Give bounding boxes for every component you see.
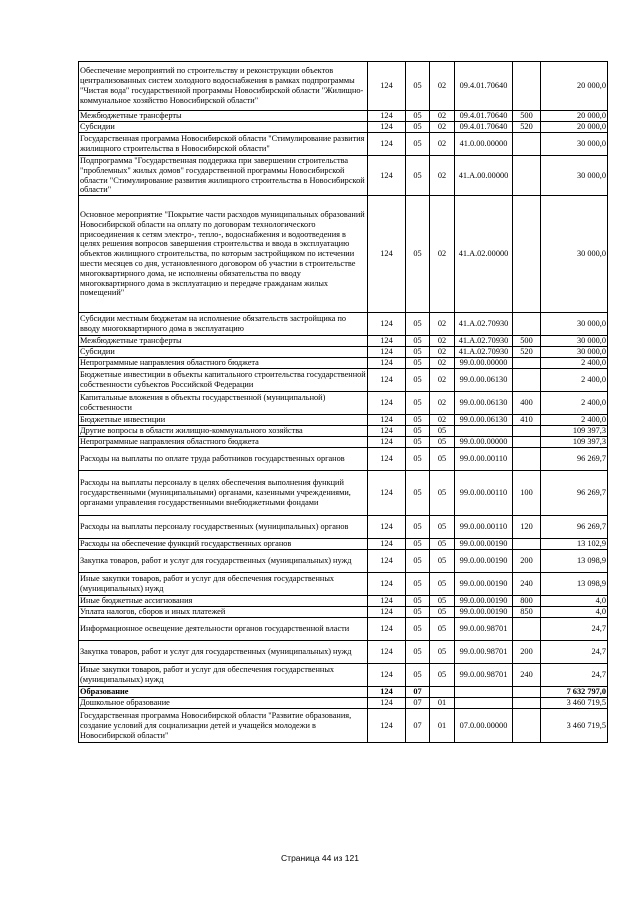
row-section: 05 [406, 596, 430, 607]
row-subsection: 05 [430, 641, 455, 664]
row-section: 05 [406, 156, 430, 196]
row-section: 05 [406, 426, 430, 437]
row-expense-type [513, 196, 541, 313]
row-subsection: 05 [430, 448, 455, 471]
row-grbs: 124 [368, 698, 406, 709]
row-section: 05 [406, 641, 430, 664]
row-section: 05 [406, 539, 430, 550]
row-grbs: 124 [368, 607, 406, 618]
row-amount: 24,7 [541, 664, 608, 687]
row-subsection: 02 [430, 358, 455, 369]
table-row [79, 358, 608, 369]
row-section: 05 [406, 448, 430, 471]
row-amount: 2 400,0 [541, 392, 608, 415]
table-row [79, 437, 608, 448]
row-subsection: 02 [430, 62, 455, 111]
row-target-code: 99.0.00.00190 [455, 550, 513, 573]
row-name: Межбюджетные трансферты [79, 336, 368, 347]
row-section: 05 [406, 369, 430, 392]
row-name: Информационное освещение деятельности органов государственной власти [79, 618, 368, 641]
row-target-code: 99.0.00.00190 [455, 596, 513, 607]
row-subsection: 05 [430, 539, 455, 550]
table-row [79, 664, 608, 687]
row-name: Закупка товаров, работ и услуг для государственных (муниципальных) нужд [79, 641, 368, 664]
row-name: Обеспечение мероприятий по строительству и реконструкции объектов централизованных систем холодного водоснабжения в рамках подпрограммы "Чистая вода" государственной программы Новосибирской области "Жилищно-коммунальное хозяйство Новосибирской области" [79, 62, 368, 111]
row-grbs: 124 [368, 133, 406, 156]
row-expense-type: 240 [513, 573, 541, 596]
row-expense-type [513, 687, 541, 698]
table-row [79, 336, 608, 347]
row-subsection: 05 [430, 550, 455, 573]
table-row [79, 550, 608, 573]
row-section: 05 [406, 550, 430, 573]
row-amount: 24,7 [541, 641, 608, 664]
table-row [79, 709, 608, 743]
row-expense-type: 800 [513, 596, 541, 607]
row-expense-type: 410 [513, 415, 541, 426]
row-name: Расходы на обеспечение функций государственных органов [79, 539, 368, 550]
row-subsection: 02 [430, 347, 455, 358]
row-target-code: 99.0.00.00190 [455, 539, 513, 550]
row-section: 05 [406, 664, 430, 687]
row-target-code: 99.0.00.00190 [455, 607, 513, 618]
row-subsection: 05 [430, 471, 455, 516]
row-expense-type [513, 156, 541, 196]
row-name: Непрограммные направления областного бюджета [79, 358, 368, 369]
row-name: Уплата налогов, сборов и иных платежей [79, 607, 368, 618]
row-amount: 30 000,0 [541, 347, 608, 358]
table-row [79, 122, 608, 133]
table-row [79, 539, 608, 550]
row-expense-type [513, 358, 541, 369]
row-amount: 30 000,0 [541, 313, 608, 336]
row-grbs: 124 [368, 664, 406, 687]
row-section: 07 [406, 698, 430, 709]
row-grbs: 124 [368, 369, 406, 392]
row-grbs: 124 [368, 539, 406, 550]
row-section: 05 [406, 196, 430, 313]
row-expense-type: 100 [513, 471, 541, 516]
table-row [79, 618, 608, 641]
row-subsection: 02 [430, 415, 455, 426]
row-target-code: 99.0.00.98701 [455, 618, 513, 641]
row-subsection: 02 [430, 313, 455, 336]
row-target-code: 41.А.00.00000 [455, 156, 513, 196]
row-name: Расходы на выплаты персоналу государственных (муниципальных) органов [79, 516, 368, 539]
row-subsection: 05 [430, 573, 455, 596]
table-row [79, 471, 608, 516]
row-expense-type: 400 [513, 392, 541, 415]
row-subsection: 05 [430, 618, 455, 641]
row-grbs: 124 [368, 122, 406, 133]
row-section: 05 [406, 347, 430, 358]
row-grbs: 124 [368, 313, 406, 336]
row-expense-type [513, 133, 541, 156]
table-row [79, 62, 608, 111]
table-row [79, 573, 608, 596]
row-section: 05 [406, 122, 430, 133]
row-amount: 4,0 [541, 607, 608, 618]
row-subsection: 02 [430, 133, 455, 156]
row-grbs: 124 [368, 358, 406, 369]
row-amount: 7 632 797,0 [541, 687, 608, 698]
row-target-code: 09.4.01.70640 [455, 111, 513, 122]
row-target-code: 99.0.00.00190 [455, 573, 513, 596]
row-section: 05 [406, 111, 430, 122]
row-expense-type [513, 618, 541, 641]
row-expense-type [513, 709, 541, 743]
row-section: 07 [406, 687, 430, 698]
row-target-code: 09.4.01.70640 [455, 122, 513, 133]
row-subsection: 02 [430, 336, 455, 347]
row-name: Расходы на выплаты персоналу в целях обеспечения выполнения функций государственными (муниципальными) органами, казенными учреждениями, органами управления государственными внебюджетными фондами [79, 471, 368, 516]
row-target-code: 99.0.00.06130 [455, 392, 513, 415]
row-subsection: 05 [430, 437, 455, 448]
row-name: Образование [79, 687, 368, 698]
row-subsection: 05 [430, 516, 455, 539]
row-expense-type: 520 [513, 347, 541, 358]
row-name: Непрограммные направления областного бюджета [79, 437, 368, 448]
row-target-code [455, 687, 513, 698]
row-amount: 20 000,0 [541, 122, 608, 133]
row-subsection: 05 [430, 607, 455, 618]
row-amount: 20 000,0 [541, 111, 608, 122]
table-row [79, 426, 608, 437]
budget-table [78, 61, 608, 743]
row-amount: 3 460 719,5 [541, 698, 608, 709]
row-grbs: 124 [368, 111, 406, 122]
row-grbs: 124 [368, 596, 406, 607]
row-amount: 2 400,0 [541, 369, 608, 392]
row-amount: 2 400,0 [541, 415, 608, 426]
row-grbs: 124 [368, 516, 406, 539]
row-grbs: 124 [368, 392, 406, 415]
row-amount: 3 460 719,5 [541, 709, 608, 743]
row-name: Иные бюджетные ассигнования [79, 596, 368, 607]
row-amount: 96 269,7 [541, 471, 608, 516]
row-grbs: 124 [368, 437, 406, 448]
row-target-code: 09.4.01.70640 [455, 62, 513, 111]
row-subsection: 02 [430, 156, 455, 196]
row-expense-type [513, 369, 541, 392]
row-amount: 13 098,9 [541, 550, 608, 573]
row-section: 05 [406, 133, 430, 156]
row-section: 05 [406, 358, 430, 369]
row-expense-type [513, 698, 541, 709]
row-amount: 13 098,9 [541, 573, 608, 596]
row-section: 05 [406, 392, 430, 415]
row-grbs: 124 [368, 196, 406, 313]
row-name: Государственная программа Новосибирской области "Стимулирование развития жилищного строительства в Новосибирской области" [79, 133, 368, 156]
row-grbs: 124 [368, 687, 406, 698]
row-grbs: 124 [368, 347, 406, 358]
row-target-code: 07.0.00.00000 [455, 709, 513, 743]
table-row [79, 516, 608, 539]
table-row [79, 448, 608, 471]
row-section: 07 [406, 709, 430, 743]
row-section: 05 [406, 516, 430, 539]
row-target-code: 41.А.02.70930 [455, 313, 513, 336]
row-amount: 30 000,0 [541, 336, 608, 347]
row-subsection: 02 [430, 111, 455, 122]
row-target-code: 99.0.00.06130 [455, 415, 513, 426]
row-target-code: 99.0.00.98701 [455, 664, 513, 687]
row-name: Бюджетные инвестиции в объекты капитального строительства государственной собственности субъектов Российской Федерации [79, 369, 368, 392]
row-target-code: 99.0.00.00000 [455, 437, 513, 448]
row-target-code: 99.0.00.06130 [455, 369, 513, 392]
row-expense-type: 850 [513, 607, 541, 618]
table-row [79, 313, 608, 336]
budget-table-body [79, 62, 608, 743]
table-row [79, 111, 608, 122]
row-section: 05 [406, 607, 430, 618]
row-name: Бюджетные инвестиции [79, 415, 368, 426]
row-target-code: 41.А.02.00000 [455, 196, 513, 313]
row-expense-type: 120 [513, 516, 541, 539]
table-row [79, 415, 608, 426]
row-expense-type: 240 [513, 664, 541, 687]
row-section: 05 [406, 437, 430, 448]
table-row [79, 369, 608, 392]
row-subsection [430, 687, 455, 698]
row-name: Иные закупки товаров, работ и услуг для обеспечения государственных (муниципальных) нужд [79, 573, 368, 596]
row-subsection: 02 [430, 392, 455, 415]
row-amount: 30 000,0 [541, 133, 608, 156]
row-section: 05 [406, 415, 430, 426]
row-target-code: 99.0.00.98701 [455, 641, 513, 664]
row-name: Другие вопросы в области жилищно-коммунального хозяйства [79, 426, 368, 437]
row-grbs: 124 [368, 618, 406, 641]
row-amount: 30 000,0 [541, 196, 608, 313]
row-target-code: 41.0.00.00000 [455, 133, 513, 156]
row-amount: 30 000,0 [541, 156, 608, 196]
row-name: Основное мероприятие "Покрытие части расходов муниципальных образований Новосибирской области на оплату по договорам технологического присоединения к сетям электро-, тепло-, водоснабжения и водоотведения в целях решения вопросов завершения строительства и ввода в эксплуатацию объектов жилищного строительства, по которым застройщиком по истечении шести месяцев со дня, установленного договором об участии в строительстве многоквартирного дома, не исполнены обязательства по вводу многоквартирного дома в эксплуатацию и передаче гражданам жилых помещений" [79, 196, 368, 313]
row-target-code [455, 426, 513, 437]
row-section: 05 [406, 62, 430, 111]
row-grbs: 124 [368, 641, 406, 664]
row-expense-type: 200 [513, 641, 541, 664]
row-subsection: 05 [430, 426, 455, 437]
row-amount: 4,0 [541, 596, 608, 607]
row-section: 05 [406, 573, 430, 596]
row-grbs: 124 [368, 426, 406, 437]
row-amount: 96 269,7 [541, 516, 608, 539]
page-footer [0, 853, 640, 863]
row-amount: 24,7 [541, 618, 608, 641]
row-target-code: 99.0.00.00110 [455, 448, 513, 471]
table-row [79, 687, 608, 698]
row-target-code [455, 698, 513, 709]
row-expense-type [513, 539, 541, 550]
row-subsection: 01 [430, 698, 455, 709]
row-grbs: 124 [368, 156, 406, 196]
row-expense-type: 500 [513, 336, 541, 347]
row-amount: 109 397,3 [541, 426, 608, 437]
row-name: Расходы на выплаты по оплате труда работников государственных органов [79, 448, 368, 471]
row-grbs: 124 [368, 336, 406, 347]
row-section: 05 [406, 336, 430, 347]
row-amount: 20 000,0 [541, 62, 608, 111]
row-name: Государственная программа Новосибирской области "Развитие образования, создание условий для социализации детей и учащейся молодежи в Новосибирской области" [79, 709, 368, 743]
table-row [79, 156, 608, 196]
row-target-code: 41.А.02.70930 [455, 347, 513, 358]
row-amount: 96 269,7 [541, 448, 608, 471]
row-target-code: 99.0.00.00110 [455, 471, 513, 516]
row-target-code: 99.0.00.00110 [455, 516, 513, 539]
row-subsection: 01 [430, 709, 455, 743]
table-row [79, 698, 608, 709]
row-name: Капитальные вложения в объекты государственной (муниципальной) собственности [79, 392, 368, 415]
table-row [79, 596, 608, 607]
table-row [79, 196, 608, 313]
row-expense-type [513, 426, 541, 437]
row-expense-type [513, 437, 541, 448]
row-expense-type [513, 313, 541, 336]
table-row [79, 133, 608, 156]
row-expense-type: 200 [513, 550, 541, 573]
row-name: Субсидии местным бюджетам на исполнение обязательств застройщика по вводу многоквартирного дома в эксплуатацию [79, 313, 368, 336]
row-expense-type: 520 [513, 122, 541, 133]
row-amount: 109 397,3 [541, 437, 608, 448]
page-number: Страница 44 из 121 [281, 853, 359, 863]
row-name: Субсидии [79, 122, 368, 133]
row-name: Подпрограмма "Государственная поддержка при завершении строительства "проблемных" жилых домов" государственной программы Новосибирской области "Стимулирование развития жилищного строительства в Новосибирской области" [79, 156, 368, 196]
row-name: Межбюджетные трансферты [79, 111, 368, 122]
row-grbs: 124 [368, 448, 406, 471]
row-name: Закупка товаров, работ и услуг для государственных (муниципальных) нужд [79, 550, 368, 573]
row-expense-type [513, 62, 541, 111]
row-name: Дошкольное образование [79, 698, 368, 709]
row-name: Субсидии [79, 347, 368, 358]
row-section: 05 [406, 618, 430, 641]
row-amount: 13 102,9 [541, 539, 608, 550]
row-subsection: 02 [430, 196, 455, 313]
row-target-code: 41.А.02.70930 [455, 336, 513, 347]
row-target-code: 99.0.00.00000 [455, 358, 513, 369]
row-grbs: 124 [368, 550, 406, 573]
row-name: Иные закупки товаров, работ и услуг для обеспечения государственных (муниципальных) нужд [79, 664, 368, 687]
row-section: 05 [406, 471, 430, 516]
row-expense-type [513, 448, 541, 471]
row-subsection: 05 [430, 664, 455, 687]
table-row [79, 392, 608, 415]
row-grbs: 124 [368, 709, 406, 743]
table-row [79, 641, 608, 664]
row-grbs: 124 [368, 415, 406, 426]
row-grbs: 124 [368, 573, 406, 596]
table-row [79, 347, 608, 358]
row-grbs: 124 [368, 471, 406, 516]
table-row [79, 607, 608, 618]
row-section: 05 [406, 313, 430, 336]
row-subsection: 02 [430, 369, 455, 392]
row-subsection: 02 [430, 122, 455, 133]
row-expense-type: 500 [513, 111, 541, 122]
row-grbs: 124 [368, 62, 406, 111]
row-amount: 2 400,0 [541, 358, 608, 369]
row-subsection: 05 [430, 596, 455, 607]
